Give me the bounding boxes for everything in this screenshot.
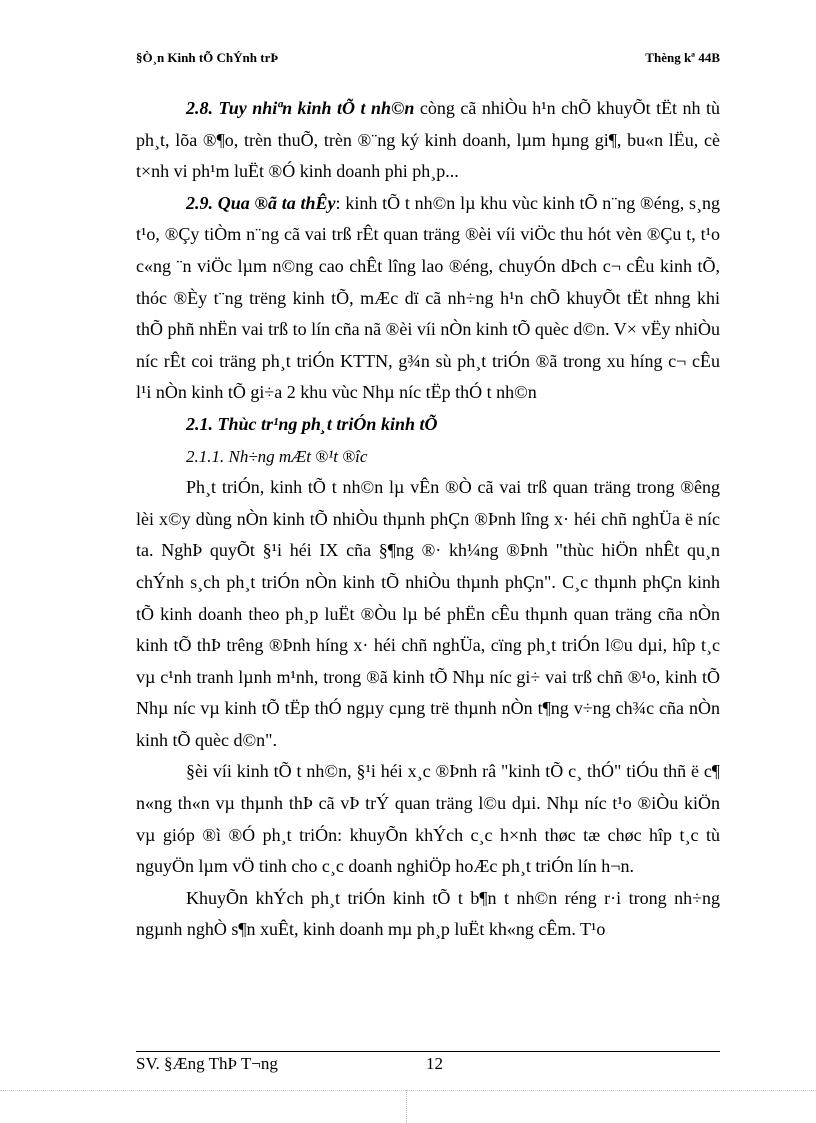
body-paragraph: Ph¸t triÓn, kinh tÕ t nh©n lµ vÊn ®Ò cã vai trß quan träng trong ®êng lèi x©y dùng nÒn kinh tÕ nhiÒu thµnh phÇn ®Þnh lîng x· héi chñ nghÜa ë níc ta. NghÞ quyÕt §¹i héi IX cña §¶ng ®· kh¼ng ®Þnh "thùc hiÖn nhÊt qu¸n chÝnh s¸ch ph¸t triÓn nÒn kinh tÕ nhiÒu thµnh phÇn". C¸c thµnh phÇn kinh tÕ kinh doanh theo ph¸p luËt ®Òu lµ bé phËn cÊu thµnh quan träng cña nÒn kinh tÕ thÞ trêng ®Þnh híng x· héi chñ nghÜa, cïng ph¸t triÓn l©u dµi, hîp t¸c vµ c¹nh tranh lµnh m¹nh, trong ®ã kinh tÕ Nhµ níc gi÷ vai trß chñ ®¹o, kinh tÕ Nhµ níc vµ kinh tÕ tËp thÓ ngµy cµng trë thµnh nÒn t¶ng v÷ng ch¾c cña nÒn kinh tÕ quèc d©n".: [136, 477, 720, 750]
page-bottom-border: [0, 1090, 816, 1111]
paragraph-2-9: [136, 188, 720, 409]
paragraph-text: còng cã nhiÒu h¹n chÕ khuyÕt tËt nh tù ph¸t, lõa ®¶o, trèn thuÕ, trèn ®¨ng ký kinh doanh, lµm hµng gi¶, bu«n lËu, cè t×nh vi ph¹m luËt ®Ó kinh doanh phi ph¸p...: [136, 98, 720, 182]
header-course-title: §Ò¸n Kinh tÕ ChÝnh trÞ: [136, 50, 279, 65]
body-paragraph: KhuyÕn khÝch ph¸t triÓn kinh tÕ t b¶n t nh©n réng r·i trong nh÷ng ngµnh nghÒ s¶n xuÊt, kinh doanh mµ ph¸p luËt kh«ng cÊm. T¹o: [136, 887, 720, 940]
page-footer: [136, 1054, 720, 1078]
footer-divider: [136, 1051, 720, 1052]
page-header: [136, 50, 720, 70]
footer-author: SV. §Æng ThÞ T¬ng: [136, 1054, 278, 1073]
page-bottom-marker: [406, 1090, 407, 1123]
section-heading: 2.1. Thùc tr¹ng ph¸t triÓn kinh tÕ: [186, 413, 438, 434]
body-paragraph: §èi víi kinh tÕ t nh©n, §¹i héi x¸c ®Þnh râ "kinh tÕ c¸ thÓ" tiÓu thñ ë c¶ n«ng th«n vµ thµnh thÞ cã vÞ trÝ quan träng l©u dµi. Nhµ níc t¹o ®iÒu kiÖn vµ gióp ®ì ®Ó ph¸t triÓn: khuyÕn khÝch c¸c h×nh thøc tæ chøc hîp t¸c tù nguyÖn lµm vÖ tinh cho c¸c doanh nghiÖp hoÆc ph¸t triÓn lín h¬n.: [136, 761, 720, 877]
subsection-heading: 2.1.1. Nh÷ng mÆt ®¹t ®îc: [186, 446, 368, 466]
paragraph-lead: 2.8. Tuy nhiªn kinh tÕ t nh©n: [186, 98, 415, 118]
paragraph-text: : kinh tÕ t nh©n lµ khu vùc kinh tÕ n¨ng ®éng, s¸ng t¹o, ®Çy tiÒm n¨ng cã vai trß rÊt quan träng ®èi víi viÖc thu hót vèn ®Çu t, t¹o c«ng ¨n viÖc lµm n©ng cao chÊt lîng lao ®éng, chuyÓn dÞch c¬ cÊu kinh tÕ, thóc ®Èy t¨ng trëng kinh tÕ, mÆc dï cã nh÷ng h¹n chÕ khuyÕt tËt nhng khi thÕ phñ nhËn vai trß to lín cña nã ®èi víi nÒn kinh tÕ quèc d©n. V× vËy nhiÒu níc rÊt coi träng ph¸t triÓn KTTN, g¾n sù ph¸t triÓn ®ã trong xu híng c¬ cÊu l¹i nÒn kinh tÕ gi÷a 2 khu vùc Nhµ níc tËp thÓ t nh©n: [136, 192, 720, 403]
page-body: [136, 93, 720, 946]
paragraph-lead: 2.9. Qua ®ã ta thÊy: [186, 192, 336, 213]
page-number: 12: [426, 1054, 443, 1073]
paragraph-2-8: [136, 93, 720, 188]
header-class-label: Thèng kª 44B: [645, 50, 720, 65]
